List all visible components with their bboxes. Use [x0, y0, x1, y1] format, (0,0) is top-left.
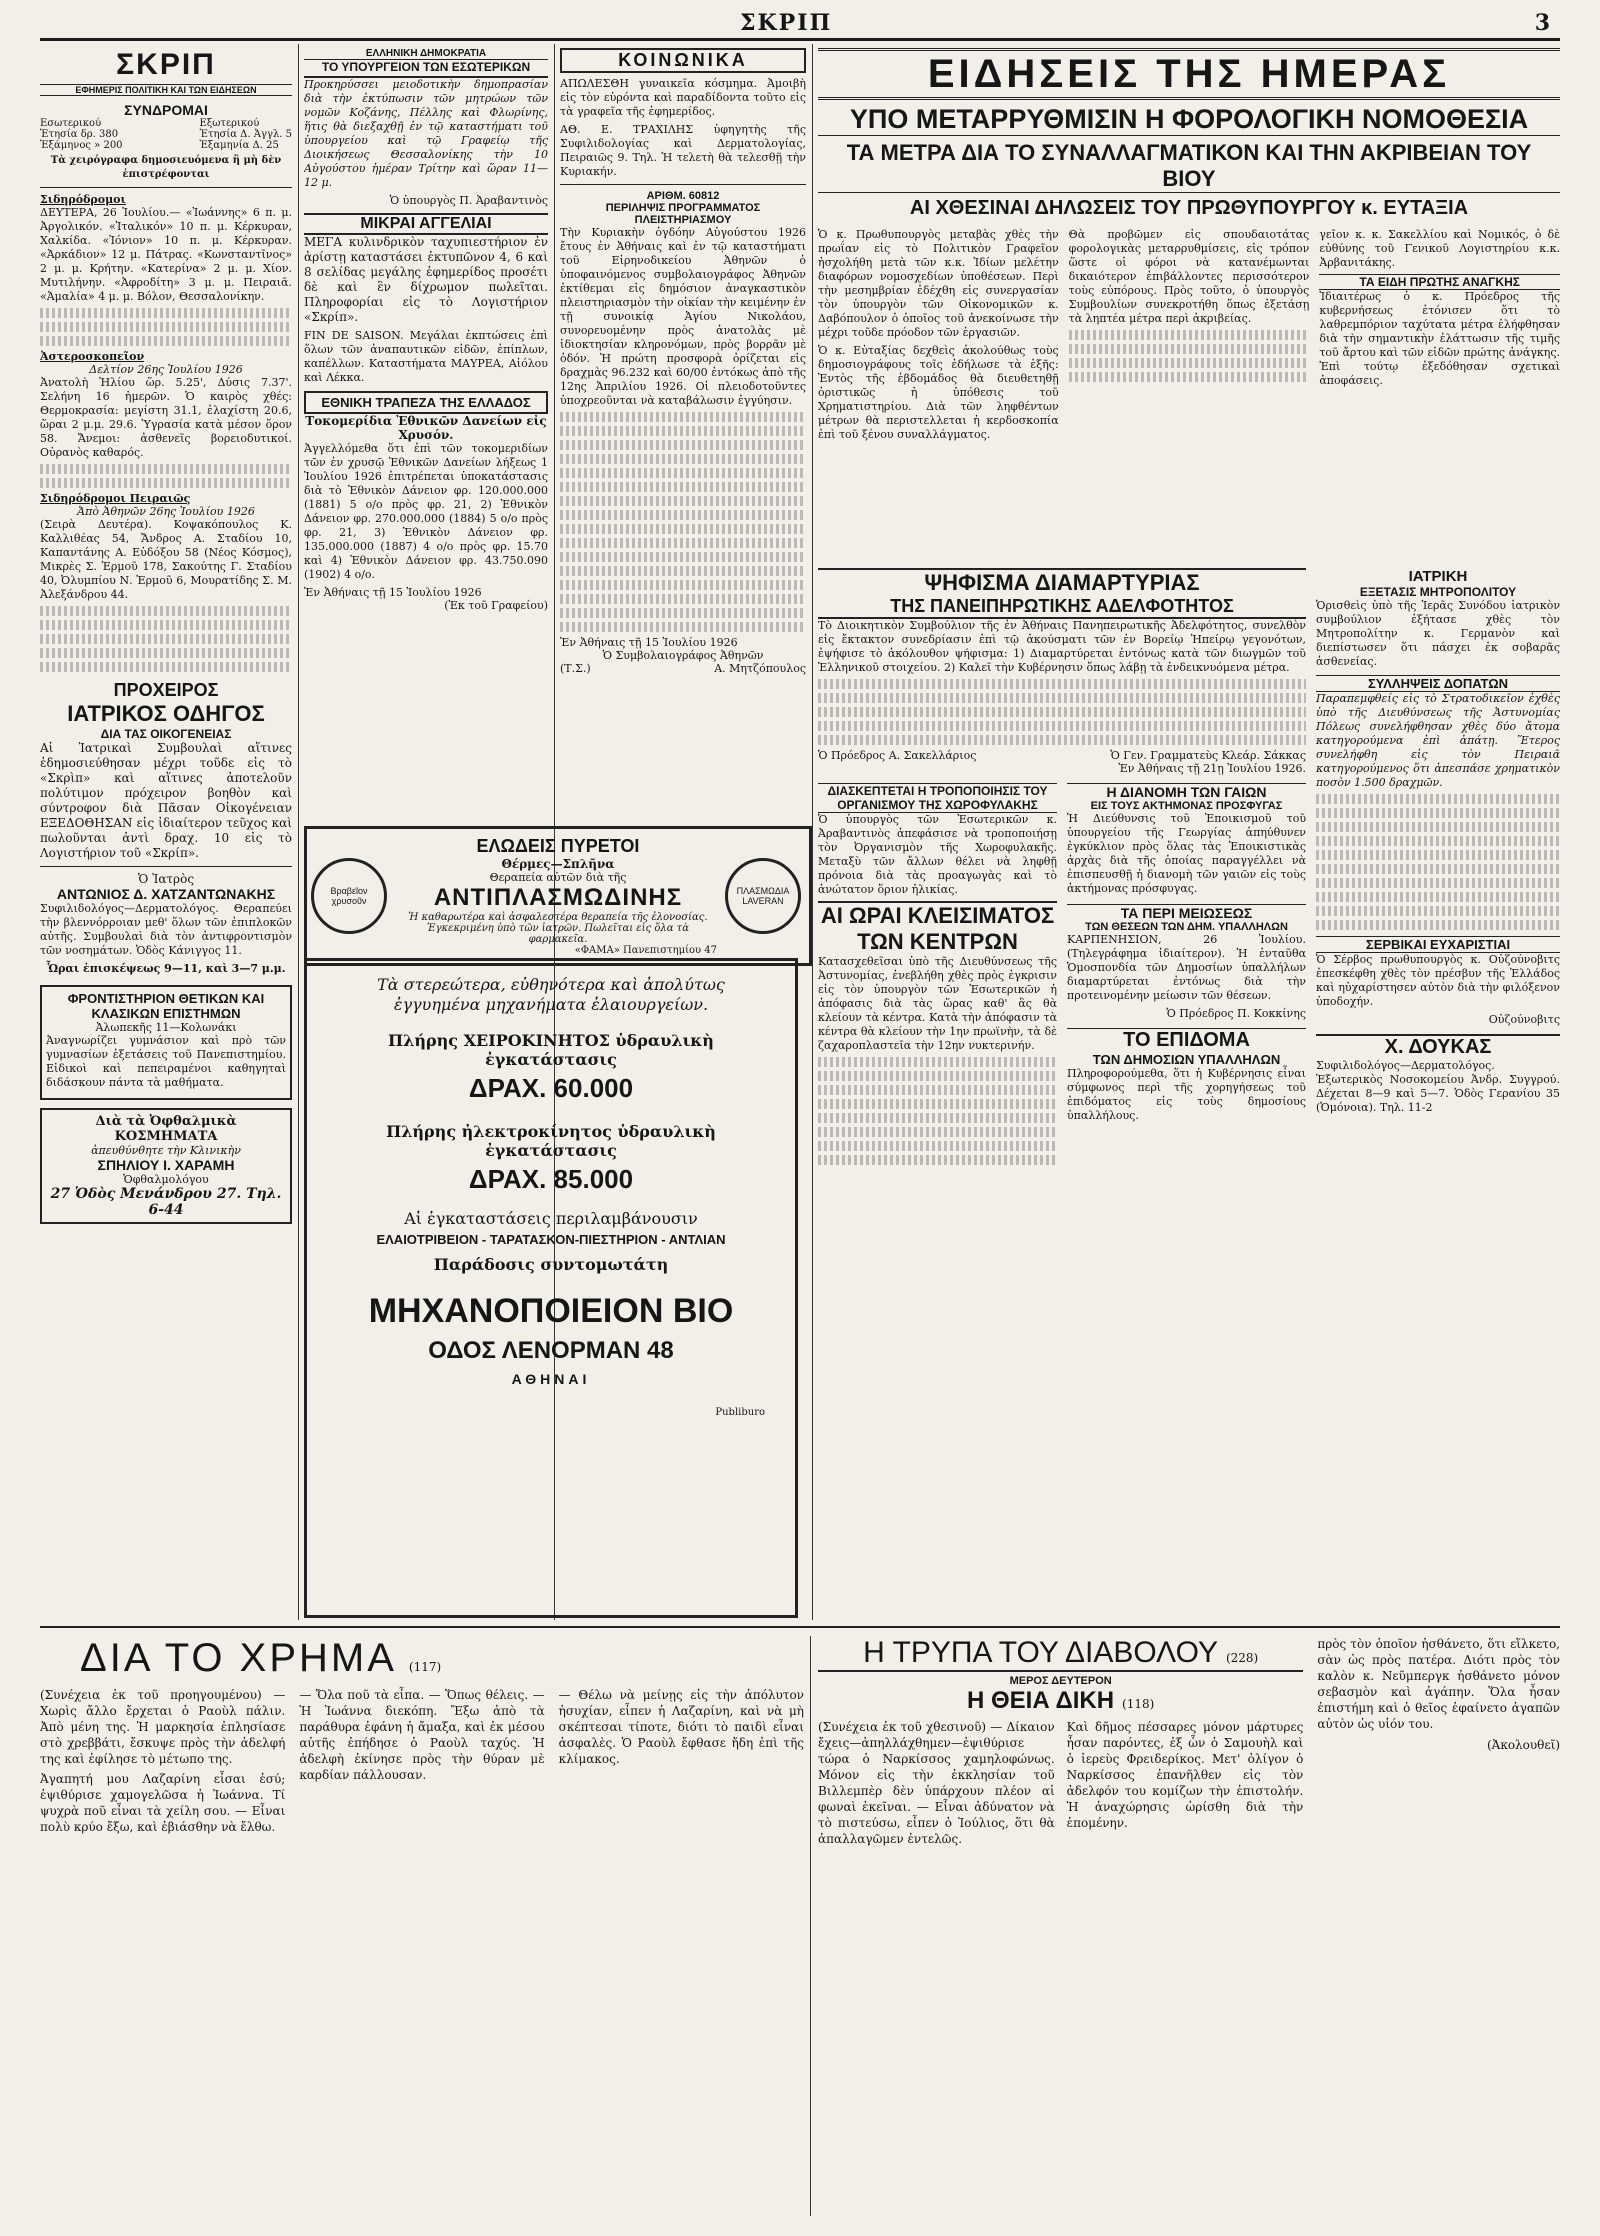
- news-body-2: Ὁ κ. Εὐταξίας δεχθεὶς ἀκολούθως τοὺς δημοσιογράφους τοῖς ἐδήλωσε τὰ ἑξῆς: Ἐντὸς τῆς ἑβδομάδος θὰ διευθετηθῇ ὁριστικῶς ἡ ὑπόθεσις τοῦ Χρηματιστηρίου. Διὰ τῶν ληφθέντων μέτρων θὰ περιστελλεται ἡ κερδοσκοπία ἐπὶ τοῦ ξένου συναλλάγματος.: [818, 344, 1059, 441]
- observatory-heading: Ἀστεροσκοπεῖον: [40, 350, 145, 363]
- serial-1-para-4: — Θέλω νὰ μείνῃς εἰς τὴν ἀπόλυτον ἡσυχίαν, εἶπεν ἡ Λαζαρίνη, καὶ νὰ μὴ σκέπτεσαι τίποτε, διότι τὸ παιδὶ εἶναι ἀσφαλὲς. Ὁ Ραοὺλ ἔφθασε ἤδη ἐπὶ τῆς κλίμακος.: [558, 1688, 804, 1766]
- medical-guide-subtitle: ΔΙΑ ΤΑΣ ΟΙΚΟΓΕΝΕΙΑΣ: [100, 727, 232, 741]
- headline-1: ΥΠΟ ΜΕΤΑΡΡΥΘΜΙΣΙΝ Η ΦΟΡΟΛΟΓΙΚΗ ΝΟΜΟΘΕΣΙΑ: [818, 104, 1560, 136]
- nameplate-subtitle: ΕΦΗΜΕΡΙΣ ΠΟΛΙΤΙΚΗ ΚΑΙ ΤΩΝ ΕΙΔΗΣΕΩΝ: [40, 84, 292, 96]
- allowance-text: Πληροφορούμεθα, ὅτι ἡ Κυβέρνησις εἶναι σύμφωνος περὶ τῆς χορηγήσεως τοῦ ἐπιδόματος εἰς τοὺς δημοσίους ὑπαλλήλους.: [1067, 1067, 1306, 1122]
- serial-1-title: ΔΙΑ ΤΟ ΧΡΗΜΑ: [80, 1636, 397, 1680]
- serial-2-subtitle: Η ΘΕΙΑ ΔΙΚΗ: [967, 1687, 1115, 1714]
- medical-exam-text: Ὁρισθεὶς ὑπὸ τῆς Ἱερᾶς Συνόδου ἰατρικὸν συμβούλιον ἐξήτασε χθὲς τὸν Μητροπολίτην κ. Γερμανὸν καὶ διεπίστωσεν ὅτι πάσχει ἐκ σοβαρᾶς ἀσθενείας.: [1316, 599, 1560, 668]
- medical-exam-subheading: ΕΞΕΤΑΣΙΣ ΜΗΤΡΟΠΟΛΙΤΟΥ: [1359, 585, 1517, 599]
- manuscript-note: Τὰ χειρόγραφα δημοσιευόμενα ἢ μὴ δὲν ἐπιστρέφονται: [50, 155, 282, 180]
- social-heading: ΚΟΙΝΩΝΙΚΑ: [560, 48, 806, 73]
- serial-1: [40, 1636, 804, 2216]
- medical-guide-text: Αἱ Ἰατρικαὶ Συμβουλαὶ αἵτινες ἐδημοσιεύθησαν μέχρι τοῦδε εἰς τὸ «Σκρὶπ» καὶ αἵτινες ἀποτελοῦν πολύτιμον πρόχειρον βοηθὸν καὶ σύντροφον διὰ Πᾶσαν Οἰκογένειαν ΕΞΕΔΟΘΗΣΑΝ εἰς ἰδιαίτερον τεῦχος καὶ πωλοῦνται ἀντὶ δραχ. 10 εἰς τὸ Λογιστήριον τοῦ «Σκρίπ».: [40, 741, 292, 860]
- trains-text: ΔΕΥΤΕΡΑ, 26 Ἰουλίου.— «Ἰωάννης» 6 π. μ. Ἀργολικόν. «Ἰταλικόν» 10 π. μ. Κέρκυραν, Χαλκίδα. «Ἰόνιον» 10 π. μ. Κέρκυραν. «Ἀρκάδιον» 12 μ. Πάτρας. «Κωνσταντῖνος» 2 μ. μ. Κρήτην. «Κατερίνα» 2 μ. μ. Χίον. Μυτιλήνην. «Ἀφροδίτη» 3 μ. μ. Πειραιᾶ. «Ἀμαλία» 4 μ. μ. Βόλον, Θεσσαλονίκην.: [40, 206, 292, 303]
- notice-heading: ΠΕΡΙΛΗΨΙΣ ΠΡΟΓΡΑΜΜΑΤΟΣ ΠΛΕΙΣΤΗΡΙΑΣΜΟΥ: [605, 202, 761, 226]
- machinery-address: ΟΔΟΣ ΛΕΝΟΡΜΑΝ 48: [428, 1337, 674, 1364]
- optics-title: Ὁφθαλμολόγου: [123, 1173, 209, 1186]
- headline-3: ΑΙ ΧΘΕΣΙΝΑΙ ΔΗΛΩΣΕΙΣ ΤΟΥ ΠΡΩΘΥΠΟΥΡΓΟΥ κ. ΕΥΤΑΞΙΑ: [909, 197, 1469, 219]
- fever-product: ΑΝΤΙΠΛΑΣΜΩΔΙΝΗΣ: [433, 884, 683, 911]
- allowance-heading: ΤΟ ΕΠΙΔΟΜΑ: [1067, 1028, 1306, 1052]
- fever-ad: [304, 826, 812, 966]
- bank-subtitle: Τοκομερίδια Ἐθνικῶν Δανείων εἰς Χρυσόν.: [305, 414, 547, 442]
- news-section: [818, 48, 1560, 1620]
- medical-guide-title: ΙΑΤΡΙΚΟΣ ΟΔΗΓΟΣ: [67, 701, 265, 726]
- pharmacies-text: (Σειρὰ Δευτέρα). Κοψακόπουλος Κ. Καλλιθέας 54, Ἄνδρος Α. Σταδίου 10, Καπαντάνης Α. Εὐδόξου 58 (Νέος Κόσμος), Μικρὲς Σ. Ἑρμοῦ 178, Σακούτης Γ. Σταδίου 40, Ὀλυμπίου Ν. Ἑρμοῦ 6, Μουρατίδης Σ. Μ. Ἀλεξάνδρου 44.: [40, 518, 292, 601]
- headline-2: ΤΑ ΜΕΤΡΑ ΔΙΑ ΤΟ ΣΥΝΑΛΛΑΓΜΑΤΙΚΟΝ ΚΑΙ ΤΗΝ ΑΚΡΙΒΕΙΑΝ ΤΟΥ ΒΙΟΥ: [818, 140, 1560, 193]
- closing-hours-text: Κατασχεθεῖσαι ὑπὸ τῆς Διευθύνσεως τῆς Ἀστυνομίας, ἐνεβλήθη χθὲς πρὸς ἐγκρισιν εἰς τὸν ὑπουργὸν τῶν Ἐσωτερικῶν ἡ ἀπόφασις διὰ τὰς ὥρας καθ' ἃς θὰ κλείουν τὰ κέντρα. Κατὰ τὴν ἀπόφασιν τὰ κέντρα θὰ κλείουν τὴν 1ην πρωϊνὴν, τὰ δὲ ζαχαροπλαστεῖα τὴν 12ην νυκτερινήν.: [818, 955, 1057, 1052]
- resolution-heading: ΨΗΦΙΣΜΑ ΔΙΑΜΑΡΤΥΡΙΑΣ: [818, 568, 1306, 596]
- tutoring-text: Ἀναγνωρίζει γυμνάσιον καὶ πρὸ τῶν γυμνασίων ἐξετάσεις τοῦ Πανεπιστημίου. Εἰδικοὶ καὶ πεπειραμένοι καθηγηταὶ διδάσκουν πάντα τὰ μαθήματα.: [46, 1034, 286, 1089]
- small-ads-text-2: FIN DE SAISON. Μεγάλαι ἐκπτώσεις ἐπὶ ὅλων τῶν ἀναπαυτικῶν εἰδῶν, ἐπίπλων, καπέλλων. Καταστήματα ΜΑΥΡΕΑ, Αἰόλου καὶ Λέκκα.: [304, 329, 548, 384]
- ad-credit: Publiburo: [715, 1407, 765, 1418]
- social-text-2: ΑΘ. Ε. ΤΡΑΧΙΛΗΣ ὑφηγητὴς τῆς Συφιλιδολογίας καὶ Δερματολογίας, Πειραιῶς 9. Τηλ. Ἡ τελετὴ θὰ τελεσθῇ τὴν Κυριακήν.: [560, 123, 806, 178]
- essentials-text: Ἰδιαιτέρως ὁ κ. Πρόεδρος τῆς κυβερνήσεως ἐτόνισεν ὅτι τὸ λαθρεμπόριον ταχύτατα μέτρα ἐλήφθησαν διὰ τὴν σημαντικὴν ἐλάττωσιν τῆς τιμῆς τοῦ ἄρτου καὶ τῶν εἰδῶν πρώτης ἀνάγκης. Ἐπὶ τούτῳ ἐξεδόθησαν σχετικαὶ ἀποφάσεις.: [1319, 290, 1560, 387]
- page-number: 3: [1534, 10, 1550, 36]
- ministry-heading: ΤΟ ΥΠΟΥΡΓΕΙΟΝ ΤΩΝ ΕΣΩΤΕΡΙΚΩΝ: [304, 60, 548, 78]
- serial-2-subnumber: (118): [1122, 1697, 1155, 1711]
- product-seal-icon: [725, 858, 801, 934]
- fever-footer: «ΦΑΜΑ» Πανεπιστημίου 47: [574, 945, 717, 956]
- doukas-name: Χ. ΔΟΥΚΑΣ: [1316, 1034, 1560, 1059]
- notice-date: Ἐν Ἀθήναις τῇ 15 Ἰουλίου 1926: [560, 636, 738, 649]
- land-heading: Η ΔΙΑΝΟΜΗ ΤΩΝ ΓΑΙΩΝ: [1067, 783, 1306, 800]
- small-ads-heading: ΜΙΚΡΑΙ ΑΓΓΕΛΙΑΙ: [304, 213, 548, 235]
- machinery-ad: [304, 958, 798, 1618]
- notice-signature-role: Ὁ Συμβολαιογράφος Ἀθηνῶν: [602, 649, 764, 662]
- fever-seal-text: ΠΛΑΣΜΩΔΙΑ LAVERAN: [736, 886, 790, 906]
- serial-2: [818, 1636, 1560, 2216]
- reduction-signature: Ὁ Πρόεδρος Π. Κοκκίνης: [1166, 1007, 1306, 1020]
- machinery-components: ΕΛΑΙΟΤΡΙΒΕΙΟΝ - ΤΑΡΑΤΑΣΚΟΝ-ΠΙΕΣΤΗΡΙΟΝ - ΑΝΤΛΙΑΝ: [376, 1232, 726, 1247]
- column-1: [40, 48, 292, 1620]
- trains-heading: Σιδηρόδρομοι: [40, 193, 126, 206]
- doctor-hours: Ὧραι ἐπισκέψεως 9—11, καὶ 3—7 μ.μ.: [46, 962, 286, 975]
- machinery-price-2: ΔΡΑΧ. 85.000: [468, 1164, 634, 1194]
- machinery-includes: Αἱ ἐγκαταστάσεις περιλαμβάνουσιν: [404, 1209, 698, 1228]
- serial-1-para-3: — Ὄλα ποῦ τὰ εἶπα. — Ὅπως θέλεις. — Ἡ Ἰωάννα διεκόπη. Ἔξω ἀπὸ τὰ παράθυρα ἐφάνη ἡ ἄμαξα, καὶ ἐκ μέσου αὐτῆς ἐπήδησε ὁ Ραοὺλ ταχύς. Ἡ ἀδελφὴ ἐκίνησε πρὸς τὴν θύραν μὲ καρδίαν πάλλουσαν.: [299, 1688, 545, 1782]
- republic-label: ΕΛΛΗΝΙΚΗ ΔΗΜΟΚΡΑΤΙΑ: [304, 48, 548, 60]
- arrests-heading: ΣΥΛΛΗΨΕΙΣ ΔΟΠΑΤΩΝ: [1316, 675, 1560, 692]
- essentials-heading: ΤΑ ΕΙΔΗ ΠΡΩΤΗΣ ΑΝΑΓΚΗΣ: [1319, 274, 1560, 290]
- ministry-text: Προκηρύσσει μειοδοτικὴν δημοπρασίαν διὰ τὴν ἐκτύπωσιν τῶν μητρώων τῶν νομῶν Κοζάνης, Πέλλης καὶ Φλωρίνης, ἥτις θὰ διεξαχθῇ ἐν τῷ καταστήματι τοῦ ὑπουργείου καὶ τῷ Γραφείῳ τῆς Διοικήσεως Θεσσαλονίκης τὴν 10 Αὐγούστου ἡμέραν Τρίτην καὶ ὥραν 11—12 μ.: [304, 78, 548, 189]
- serial-2-number: (228): [1225, 1651, 1259, 1665]
- reduction-subheading: ΤΩΝ ΘΕΣΕΩΝ ΤΩΝ ΔΗΜ. ΥΠΑΛΛΗΛΩΝ: [1085, 921, 1288, 933]
- arrests-text: Παραπεμφθείς εἰς τὸ Στρατοδικεῖον ἐχθὲς ὑπὸ τῆς Διευθύνσεως τῆς Ἀστυνομίας Πόλεως συνελήφθησαν χθὲς δύο ἄτομα κατηγορούμενα ἐπὶ ἀπάτῃ. Ἕτερος συνελήφθη εἰς τὸν Πειραιᾶ κατηγορούμενος ὅτι ἀπεσπάσε χρηματικὸν ποσὸν 1.500 δραχμῶν.: [1316, 692, 1560, 789]
- machinery-city: ΑΘΗΝΑΙ: [511, 1371, 591, 1387]
- fever-heading: ΕΛΩΔΕΙΣ ΠΥΡΕΤΟΙ: [476, 836, 640, 856]
- tutoring-heading: ΦΡΟΝΤΙΣΤΗΡΙΟΝ ΘΕΤΙΚΩΝ ΚΑΙ ΚΛΑΣΙΚΩΝ ΕΠΙΣΤΗΜΩΝ: [67, 991, 265, 1021]
- doctor-name: ΑΝΤΩΝΙΟΣ Δ. ΧΑΤΖΑΝΤΩΝΑΚΗΣ: [56, 886, 276, 902]
- notice-seal: (Τ.Σ.): [560, 662, 591, 675]
- land-subheading: ΕΙΣ ΤΟΥΣ ΑΚΤΗΜΟΝΑΣ ΠΡΟΣΦΥΓΑΣ: [1090, 800, 1283, 812]
- resolution-date: Ἐν Ἀθήναις τῇ 21ῃ Ἰουλίου 1926.: [1118, 762, 1306, 775]
- optics-ad: [40, 1108, 292, 1224]
- serial-2-continued: (Ἀκολουθεῖ): [1486, 1738, 1560, 1752]
- medical-exam-heading: ΙΑΤΡΙΚΗ: [1408, 568, 1468, 585]
- optics-name: ΣΠΗΛΙΟΥ Ι. ΧΑΡΑΜΗ: [97, 1157, 235, 1173]
- optics-address: 27 Ὁδὸς Μενάνδρου 27. Τηλ. 6-44: [50, 1186, 282, 1218]
- allowance-subheading: ΤΩΝ ΔΗΜΟΣΙΩΝ ΥΠΑΛΛΗΛΩΝ: [1092, 1052, 1281, 1067]
- bank-signature: (Ἐκ τοῦ Γραφείου): [444, 599, 548, 612]
- nameplate: ΣΚΡΙΠ: [116, 48, 216, 81]
- machinery-company: ΜΗΧΑΝΟΠΟΙΕΙΟΝ ΒΙΟ: [368, 1292, 734, 1330]
- serial-2-para-1: (Συνέχεια ἐκ τοῦ χθεσινοῦ) — Δίκαιον ἔχεις—ἀπηλλάχθημεν—ἐψιθύρισε τώρα ὁ Ναρκίσσος χαμηλοφώνως. Μόνον εἰς τὴν ἐκκλησίαν τοῦ Βιλλεμπὲρ δὲν ὑπάρχουν πλέον αἱ φωναὶ ἐκεῖναι. — Εἶναι ἀδύνατον νὰ τὸ πιστεύσω, εἶπεν ὁ Ἰούλιος, ὅτι θὰ ἀπαλλαγῶμεν ἐντελῶς.: [818, 1720, 1055, 1846]
- observatory-text: Ἀνατολὴ Ἡλίου ὥρ. 5.25', Δύσις 7.37'. Σελήνη 16 ἡμερῶν. Ὁ καιρὸς χθές: Θερμοκρασία: μεγίστη 31.1, ἐλαχίστη 20.6, ὥραι 2 μ.μ. 29.6. Ὑγρασία κατὰ μέσον ὅρον 58. Ἄνεμοι: ἀσθενεῖς βορειοδυτικοί. Οὐρανὸς καθαρός.: [40, 376, 292, 459]
- social-text-1: ΑΠΩΛΕΣΘΗ γυναικεῖα κόσμημα. Ἀμοιβὴ εἰς τὸν εὑρόντα καὶ παραδίδοντα τοῦτο εἰς τὰ γραφεῖα τῆς ἐφημερίδος.: [560, 77, 806, 118]
- pharmacies-heading: Σιδηρόδρομοι Πειραιῶς: [40, 492, 191, 505]
- sub-year-ext: Ἐτησία Δ. Ἀγγλ. 5: [199, 129, 292, 140]
- fever-award: Βραβεῖον χρυσοῦν: [330, 886, 368, 906]
- doctor-title: Ὁ Ἰατρὸς: [137, 872, 195, 886]
- ministry-signature: Ὁ ὑπουργὸς Π. Ἀραβαντινὸς: [389, 194, 548, 207]
- bank-text: Ἀγγελλόμεθα ὅτι ἐπὶ τῶν τοκομεριδίων τῶν ἐν χρυσῷ Ἐθνικῶν Δανείων λήξεως 1 Ἰουλίου 1926 ἐπιτρέπεται ὑποκατάστασις διὰ τὸ Ἐθνικὸν Δάνειον φρ. 120.000.000 (1881) 5 ο/ο πρὸς φρ. 21, 2) Ἐθνικὸν Δάνειον φρ. 270.000.000 (1884) 5 ο/ο πρὸς φρ. 21, 3) Ἐθνικὸν Δάνειον φρ. 135.000.000 (1887) 4 ο/ο πρὸς φρ. 15.70 καὶ 4) Ἐθνικὸν Δάνειον φρ. 43.750.090 (1902) 4 ο/ο.: [304, 442, 548, 581]
- sub-year: Ἐτησία δρ. 380: [40, 129, 119, 140]
- machinery-delivery: Παράδοσις συντομωτάτη: [433, 1255, 669, 1274]
- serial-2-para-2: Καὶ δῆμος πέσσαρες μόνον μάρτυρες ἦσαν παρόντες, ἐξ ὧν ὁ Σαμουὴλ καὶ ὁ ἰερεὺς Φρειδερίκος. Μετ' ὀλίγον ὁ Ναρκίσσος ἐπανῆλθεν εἰς τὸν ἀδελφόν του κομίζων τὴν ἐπιστολήν. Ἡ ἀναχώρησις ὡρίσθη διὰ τὴν ἑπομένην.: [1066, 1720, 1304, 1830]
- fever-subtitle-2: Θεραπεία αὐτῶν διὰ τῆς: [489, 871, 627, 884]
- masthead: [40, 8, 1560, 41]
- column-divider: [812, 44, 813, 1620]
- serial-2-part: ΜΕΡΟΣ ΔΕΥΤΕΡΟΝ: [1009, 1675, 1112, 1687]
- fever-text: Ἡ καθαρωτέρα καὶ ἀσφαλεστέρα θεραπεία τῆς ἐλονοσίας. Ἐγκεκριμένη ὑπὸ τῶν ἰατρῶν. Πωλεῖται εἰς ὅλα τὰ φαρμακεῖα.: [408, 912, 708, 945]
- resolution-signature-president: Ὁ Πρόεδρος Α. Σακελλάριος: [818, 749, 977, 762]
- doctor-text: Συφιλιδολόγος—Δερματολόγος. Θεραπεύει τὴν βλεννόρροιαν μεθ' ὅλων τῶν ἐπιπλοκῶν αὐτῆς. Συμβουλαὶ διὰ τὸν ἀντιφροντισμὸν τῶν νοσημάτων. Ὁδὸς Κάνιγγος 11.: [40, 902, 292, 957]
- column-3: [560, 48, 806, 818]
- sub-half: Ἐξάμηνος » 200: [40, 140, 123, 151]
- serbian-thanks-text: Ὁ Σέρβος πρωθυπουργὸς κ. Οὐζούνοβιτς ἐπεσκέφθη χθὲς τὸν πρέσβυν τῆς Ἑλλάδος καὶ ηὐχαρίστησεν αὐτὸν διὰ τὴν φιλόξενον ὑποδοχήν.: [1316, 953, 1560, 1008]
- column-divider: [298, 44, 299, 1620]
- subscriptions-heading: ΣΥΝΔΡΟΜΑΙ: [124, 102, 208, 118]
- tutoring-address: Ἀλωπεκῆς 11—Κολωνάκι: [95, 1021, 237, 1034]
- serial-1-para-2: Ἀγαπητή μου Λαζαρίνη εἶσαι ἐσύ; ἐψιθύρισε χαμογελῶσα ἡ Ἰωάννα. Τί ψυχρὰ ποῦ εἶναι τὰ χείλη σου. — Εἶναι πολὺ κρύο ἔξω, καὶ ἐβιάσθην νὰ ἔλθω.: [40, 1772, 286, 1834]
- sub-internal-label: Εσωτερικού: [40, 118, 102, 129]
- machinery-option-2: Πλήρης ἠλεκτροκίνητος ὑδραυλικὴ ἐγκατάστασις: [386, 1122, 716, 1160]
- news-body-4: γεῖον κ. κ. Σακελλίου καὶ Νομικός, ὁ δὲ εὐθύνης τοῦ Γενικοῦ Λογιστηρίου κ.κ. Ἀρβανιτάκης.: [1319, 228, 1560, 269]
- resolution-text: Τὸ Διοικητικὸν Συμβούλιον τῆς ἐν Ἀθήναις Πανηπειρωτικῆς Ἀδελφότητος, συνελθὸν εἰς ἔκτακτον συνεδρίασιν ἐπὶ τῷ ἀκούσματι τῶν ἐν Βορείῳ Ἠπείρῳ γεγονότων, ἐψήφισε τὸ ἀκόλουθον ψήφισμα: 1) Διαμαρτύρεται ἐντόνως κατὰ τῶν διωγμῶν τοῦ Ἑλληνικοῦ στοιχείου. 2) Καλεῖ τὴν Κυβέρνησιν ὅπως λάβῃ τὰ ἐνδεικνυόμενα μέτρα.: [818, 619, 1306, 674]
- serbian-thanks-signature: Οὐζούνοβιτς: [1488, 1013, 1560, 1026]
- land-text: Ἡ Διεύθυνσις τοῦ Ἐποικισμοῦ τοῦ ὑπουργείου τῆς Γεωργίας ἀπηύθυνεν ἐγκύκλιον πρὸς ὅλας τὰς Ἐποικιστικὰς ἀρχὰς διὰ τῆς ὁποίας παραγγέλλει νὰ ἐπισπευσθῇ ἡ διανομὴ τῶν γαιῶν εἰς τοὺς ἀκτήμονας πρόσφυγας.: [1067, 812, 1306, 895]
- reduction-text: ΚΑΡΠΕΝΗΣΙΟΝ, 26 Ἰουλίου. (Τηλεγράφημα ἰδιαίτερον). Ἡ ἐνταῦθα Ὁμοσπονδία τῶν Δημοσίων ὑπαλλήλων διαμαρτύρεται ἐντόνως διὰ τὴν προτεινομένην μείωσιν τῶν θέσεων.: [1067, 933, 1306, 1002]
- column-divider: [810, 1636, 811, 2216]
- notice-signature-name: Α. Μητζόπουλος: [714, 662, 806, 675]
- serial-2-para-3: πρὸς τὸν ὁποῖον ἠσθάνετο, ὅτι εἵλκετο, σὰν ὡς πρὸς πατέρα. Διότι πρὸς τὸν καλὸν κ. Νεῦμπεργκ ἠσθάνετο μόνον σεβασμὸν καὶ ἀγάπην. Ὅλα ἦσαν ἐπιστήμη καὶ ὁ θεῖος ἐφαίνετο ἀγαπῶν αὐτὸν ὡς υἱόν του.: [1317, 1637, 1560, 1731]
- resolution-signature-secretary: Ὁ Γεν. Γραμματεὺς Κλεάρ. Σάκκας: [1110, 749, 1306, 762]
- serial-1-number: (117): [408, 1660, 442, 1674]
- fever-subtitle: Θέρμες—Σπλῆνα: [501, 857, 615, 871]
- gendarmerie-text: Ὁ ὑπουργὸς τῶν Ἐσωτερικῶν κ. Ἀραβαντινὸς ἀπεφάσισε νὰ τροποποιήσῃ τὸν Ὀργανισμὸν τῆς Χωροφυλακῆς. Μεταξὺ τῶν ἄλλων θέλει νὰ ληφθῇ πρόνοια διὰ τὰς προαγωγὰς καὶ τὸ ἀνώτατον ὅριον ἡλικίας.: [818, 813, 1057, 896]
- serial-1-para-1: (Συνέχεια ἐκ τοῦ προηγουμένου) — Χωρὶς ἄλλο ἔρχεται ὁ Ραοὺλ πάλιν. Ἀπὸ μένη της. Ἡ μαρκησία ἐπλησίασε στὸ χρεββάτι, ἔσκυψε πρὸς τὴν ἀδελφή της καὶ ἐφίλησε τὸ μέτωπο της.: [40, 1688, 286, 1766]
- machinery-option-1: Πλήρης ΧΕΙΡΟΚΙΝΗΤΟΣ ὑδραυλικὴ ἐγκατάστασις: [388, 1031, 714, 1069]
- small-ads-text: ΜΕΓΑ κυλινδρικὸν ταχυπιεστήριον ἐν ἀρίστῃ καταστάσει ἐκτυπῶνον 4, 6 καὶ 8 σελίδας μεγάλης ἐφημερίδος προσέτι δὲ καὶ ἓν δίχρωμον πωλεῖται. Πληροφορίαι εἰς τὸ Λογιστήριον «Σκρίπ».: [304, 235, 548, 324]
- machinery-price-1: ΔΡΑΧ. 60.000: [468, 1073, 634, 1103]
- masthead-title: ΣΚΡΙΠ: [740, 10, 833, 36]
- bank-date: Ἐν Ἀθήναις τῇ 15 Ἰουλίου 1926: [304, 586, 482, 599]
- notice-text: Τὴν Κυριακὴν ὀγδόην Αὐγούστου 1926 ἔτους ἐν Ἀθήναις καὶ ἐν τῷ καταστήματι τοῦ Εἰρηνοδικείου Ἀθηνῶν ὁ ὑποφαινόμενος συμβολαιογράφος Ἀθηνῶν ἐκτίθεμαι εἰς δημόσιον ἀναγκαστικὸν πλειστηριασμὸν τὴν οἰκίαν τὴν κειμένην ἐν τῇ συνοικίᾳ Ἀγίου Νικολάου, συνορευομένην πρὸς ἀνατολὰς μὲ ἰδιοκτησίαν κληρονόμων, πρὸς βορρᾶν μὲ ὁδόν. Ἡ πρώτη προσφορὰ ὁρίζεται εἰς δραχμὰς 96.232 καὶ 60/00 ἐντόκως ἀπὸ τῆς 12ης Ἀπριλίου 1926. Οἱ πλειοδοτοῦντες ὑποχρεοῦνται νὰ καταβάλωσιν ἐγγύησιν.: [560, 226, 806, 407]
- sub-half-ext: Ἑξαμηνία Δ. 25: [199, 140, 279, 151]
- reduction-heading: ΤΑ ΠΕΡΙ ΜΕΙΩΣΕΩΣ: [1067, 904, 1306, 921]
- subscription-table: [40, 118, 292, 151]
- serial-2-title: Η ΤΡΥΠΑ ΤΟΥ ΔΙΑΒΟΛΟΥ: [863, 1636, 1218, 1669]
- bank-heading: ΕΘΝΙΚΗ ΤΡΑΠΕΖΑ ΤΗΣ ΕΛΛΑΔΟΣ: [304, 391, 548, 414]
- optics-sub: ἀπευθύνθητε τὴν Κλινικὴν: [91, 1144, 241, 1157]
- news-body-3: Θὰ προβῶμεν εἰς σπουδαιοτάτας φορολογικὰς μεταρρυθμίσεις, εἰς τρόπον ὥστε οἱ φόροι νὰ κατανέμωνται δικαιότερον ἐπιβάλλοντες περισσότερον τοὺς εὐπόρους. Πρὸς τοῦτο, ὁ ὑπουργὸς Συμβουλίων συνεκροτήθη ὅπως ἐξετάσῃ τὰ ληπτέα μέτρα περὶ ἀκριβείας.: [1068, 228, 1310, 325]
- news-body-1: Ὁ κ. Πρωθυπουργὸς μεταβὰς χθὲς τὴν πρωΐαν εἰς τὸ Πολιτικὸν Γραφεῖον ἠσχολήθη μετὰ τῶν κ.κ. Ἰδίων μελέτην διαφόρων νομοσχεδίων ὑποθέσεων. Περὶ τὴν μεσημβρίαν ἐδέχθη εἰς συνεργασίαν τὸν ὑπουργὸν τῶν Οἰκονομικῶν κ. Δαβόπουλον ὁ ὁποῖος τοῦ ἀνεκοίνωσε τὴν μέχρι τοῦδε πρόοδον τῶν ἐργασιῶν.: [818, 228, 1059, 339]
- serbian-thanks-heading: ΣΕΡΒΙΚΑΙ ΕΥΧΑΡΙΣΤΙΑΙ: [1316, 936, 1560, 953]
- closing-hours-heading: ΑΙ ΩΡΑΙ ΚΛΕΙΣΙΜΑΤΟΣ ΤΩΝ ΚΕΝΤΡΩΝ: [818, 901, 1057, 955]
- news-section-title: ΕΙΔΗΣΕΙΣ ΤΗΣ ΗΜΕΡΑΣ: [818, 48, 1560, 100]
- optics-heading: Διὰ τὰ Ὀφθαλμικὰ ΚΟΣΜΗΜΑΤΑ: [95, 1114, 237, 1144]
- doukas-text: Συφιλιδολόγος—Δερματολόγος. Ἐξωτερικὸς Νοσοκομείου Ἀνδρ. Συγγρού. Δέχεται 8—9 καὶ 5—7. Ὁδὸς Γερανίου 35 (Ὁμόνοια). Τηλ. 11-2: [1316, 1059, 1560, 1114]
- notice-number: ΑΡΙΘΜ. 60812: [646, 190, 720, 202]
- gendarmerie-heading: ΔΙΑΣΚΕΠΤΕΤΑΙ Η ΤΡΟΠΟΠΟΙΗΣΙΣ ΤΟΥ ΟΡΓΑΝΙΣΜΟΥ ΤΗΣ ΧΩΡΟΦΥΛΑΚΗΣ: [818, 783, 1057, 813]
- resolution-subheading: ΤΗΣ ΠΑΝΕΙΠΗΡΩΤΙΚΗΣ ΑΔΕΛΦΟΤΗΤΟΣ: [818, 596, 1306, 619]
- award-medal-icon: [311, 858, 387, 934]
- sub-external-label: Εξωτερικού: [199, 118, 260, 129]
- pharmacies-date: Ἀπὸ Ἀθηνῶν 26ης Ἰουλίου 1926: [77, 505, 255, 518]
- machinery-intro: Τὰ στερεώτερα, εὐθηνότερα καὶ ἀπολύτως ἐγγυημένα μηχανήματα ἐλαιουργείων.: [377, 975, 725, 1014]
- feuilleton-divider: [40, 1626, 1560, 1628]
- observatory-date: Δελτίον 26ης Ἰουλίου 1926: [89, 363, 243, 376]
- medical-guide-heading: ΠΡΟΧΕΙΡΟΣ: [113, 680, 219, 700]
- tutoring-ad: [40, 985, 292, 1100]
